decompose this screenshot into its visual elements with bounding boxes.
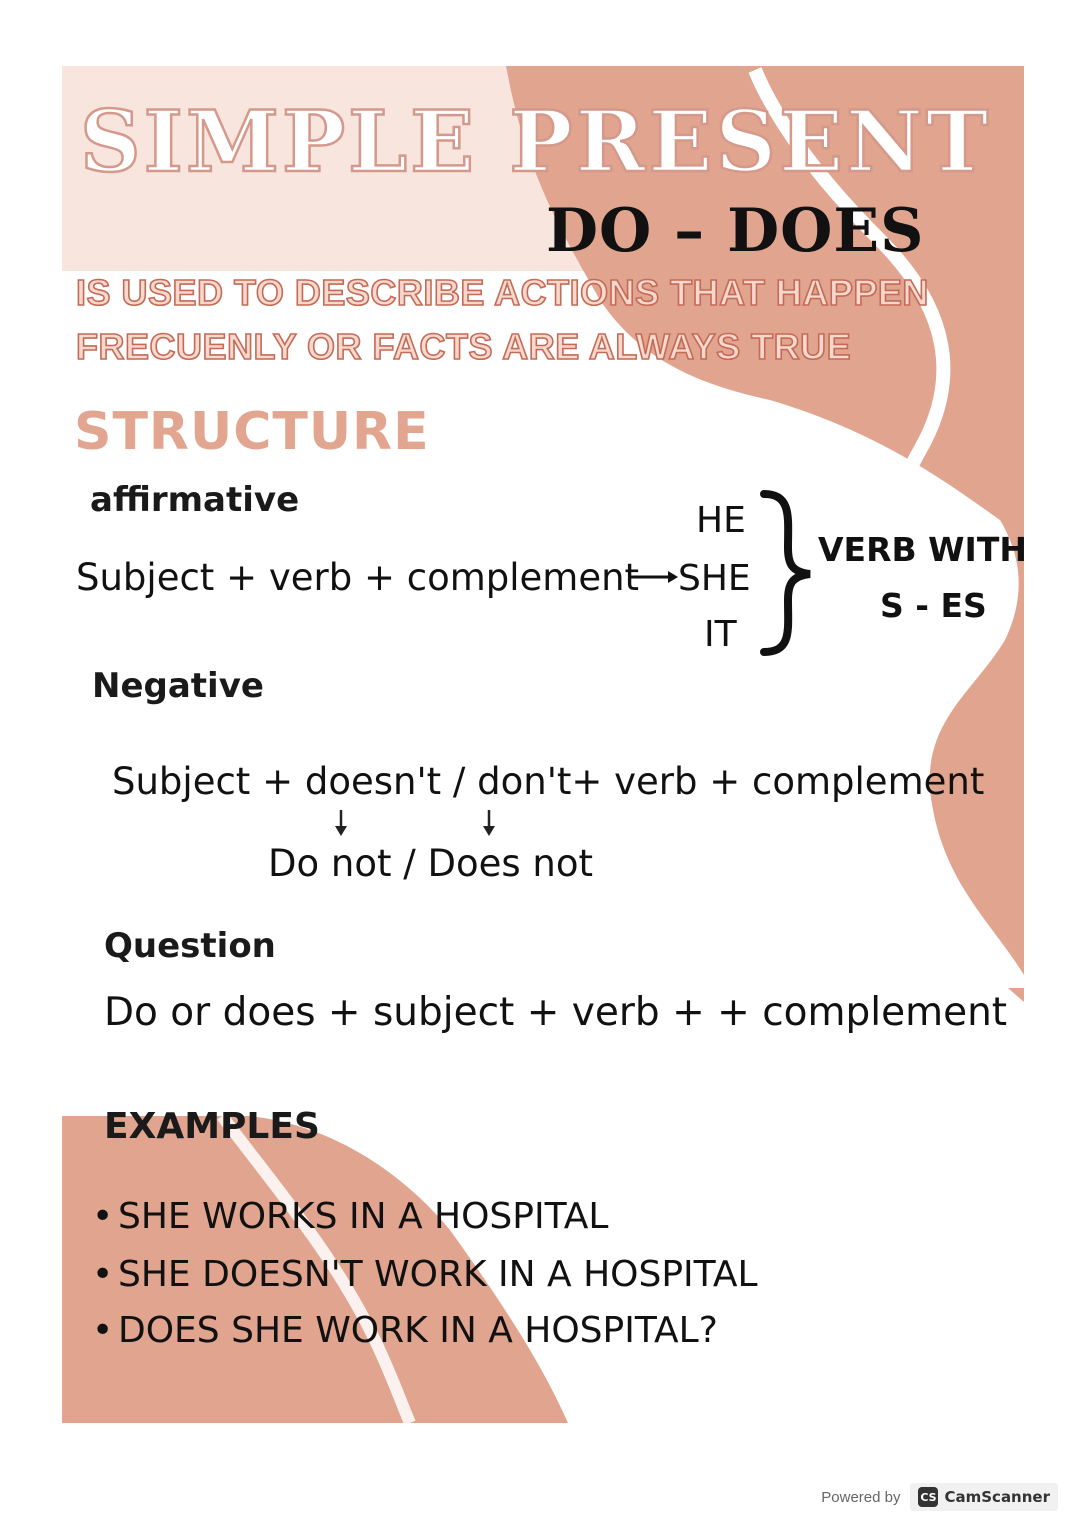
brand-box [910,1483,1058,1511]
examples-heading: EXAMPLES [104,1106,320,1147]
corner-mark [1008,988,1024,1002]
example-item: • SHE DOESN'T WORK IN A HOSPITAL [92,1254,758,1295]
pronoun-she: SHE [678,558,751,599]
verb-with-note: VERB WITH [818,530,1027,569]
camscanner-watermark [821,1480,1058,1514]
brand-name: CamScanner [944,1488,1050,1506]
powered-by-text: Powered by [821,1488,901,1506]
bullet-icon: • [92,1196,114,1237]
negative-expansion: Do not / Does not [268,842,593,885]
right-brace-icon [758,488,818,658]
right-arrow-icon [628,566,680,588]
pronoun-he: HE [696,500,746,541]
description-line-2: FRECUENLY OR FACTS ARE ALWAYS TRUE [76,326,852,367]
negative-label: Negative [92,666,264,706]
down-arrow-icon [332,808,350,838]
structure-heading: STRUCTURE [74,402,430,462]
down-arrow-icon [480,808,498,838]
affirmative-label: affirmative [90,480,300,520]
example-item: • SHE WORKS IN A HOSPITAL [92,1196,609,1237]
bullet-icon: • [92,1254,114,1295]
question-formula: Do or does + subject + verb + + complement [104,990,1008,1035]
camscanner-logo-icon: CS [918,1487,938,1507]
page-title: SIMPLE PRESENT [80,92,992,191]
pronoun-it: IT [704,614,737,655]
bullet-icon: • [92,1310,114,1351]
question-label: Question [104,926,276,966]
example-item: • DOES SHE WORK IN A HOSPITAL? [92,1310,718,1351]
description-line-1: IS USED TO DESCRIBE ACTIONS THAT HAPPEN [76,272,929,313]
page-subtitle: DO – DOES [546,196,925,266]
affirmative-formula: Subject + verb + complement [76,556,640,599]
s-es-note: S - ES [880,586,987,625]
negative-formula: Subject + doesn't / don't+ verb + complement [112,760,985,803]
